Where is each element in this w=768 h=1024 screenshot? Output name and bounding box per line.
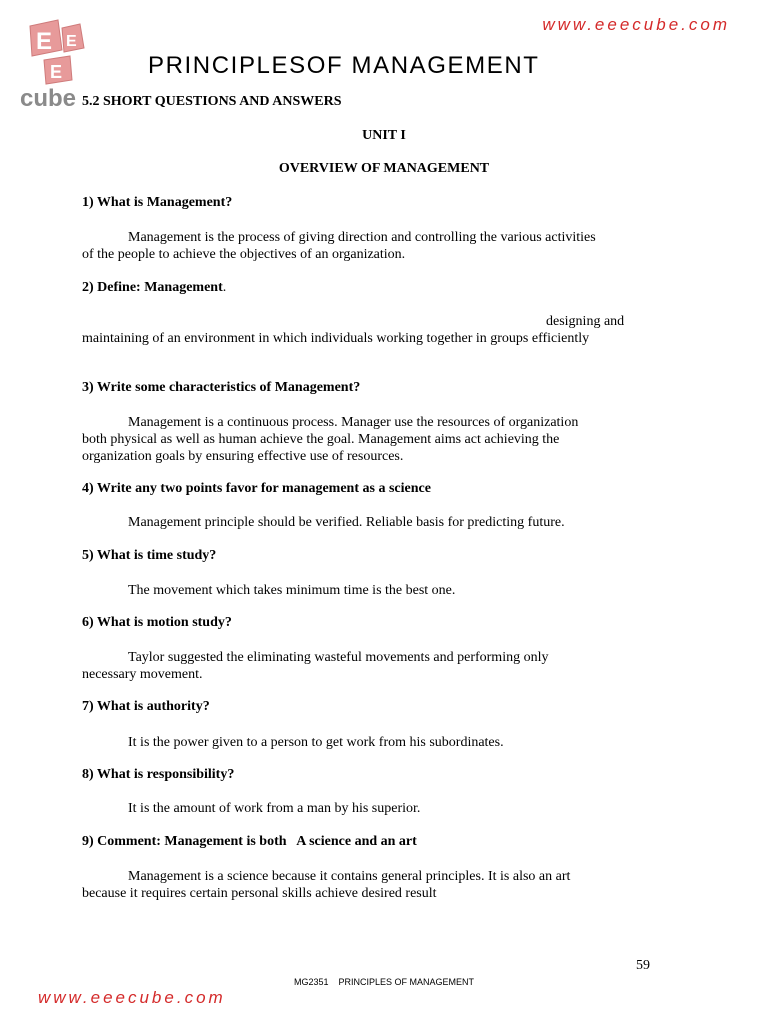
answer-6-line-2: necessary movement. — [82, 667, 203, 682]
answer-3-line-3: organization goals by ensuring effective use of resources. — [82, 449, 404, 464]
question-9: 9) Comment: Management is both A science and an art — [82, 834, 417, 849]
answer-3 — [82, 414, 652, 465]
question-2 — [82, 280, 226, 296]
question-4: 4) Write any two points favor for management as a science — [82, 481, 431, 496]
answer-6 — [82, 649, 652, 683]
svg-text:E: E — [66, 33, 77, 50]
answer-1 — [82, 229, 652, 263]
answer-9-line-2: because it requires certain personal skills achieve desired result — [82, 886, 437, 901]
footer-url[interactable]: www.eeecube.com — [38, 988, 226, 1007]
answer-1-line-1: Management is the process of giving direction and controlling the various activities — [128, 230, 596, 245]
answer-5 — [82, 582, 652, 599]
question-2-suffix: . — [222, 280, 227, 295]
answer-5-line-1: The movement which takes minimum time is the best one. — [128, 583, 456, 598]
answer-7 — [82, 734, 652, 751]
answer-2-line-2: maintaining of an environment in which individuals working together in groups efficiently — [82, 331, 590, 346]
header-url[interactable]: www.eeecube.com — [542, 15, 730, 34]
question-8: 8) What is responsibility? — [82, 767, 235, 782]
answer-4 — [82, 514, 652, 531]
answer-8 — [82, 800, 652, 817]
question-6: 6) What is motion study? — [82, 615, 232, 630]
answer-4-line-1: Management principle should be verified. Reliable basis for predicting future. — [128, 515, 565, 530]
question-3: 3) Write some characteristics of Management? — [82, 380, 361, 395]
answer-9-line-1: Management is a science because it contains general principles. It is also an art — [128, 869, 571, 884]
unit-heading: UNIT I — [362, 128, 406, 143]
svg-text:E: E — [50, 62, 63, 82]
document-title: PRINCIPLESOF MANAGEMENT — [148, 52, 540, 79]
svg-text:E: E — [36, 28, 53, 55]
footer-course: MG2351 PRINCIPLES OF MANAGEMENT — [293, 977, 475, 987]
answer-8-line-1: It is the amount of work from a man by his superior. — [128, 801, 421, 816]
question-7: 7) What is authority? — [82, 699, 210, 714]
topic-heading: OVERVIEW OF MANAGEMENT — [278, 161, 490, 176]
page-number: 59 — [636, 958, 650, 973]
answer-2 — [82, 313, 662, 347]
question-2-text: 2) Define: Management — [82, 280, 223, 295]
logo-text: cube — [20, 85, 77, 111]
question-5: 5) What is time study? — [82, 548, 217, 563]
answer-1-line-2: of the people to achieve the objectives of an organization. — [82, 247, 406, 262]
answer-3-line-2: both physical as well as human achieve the goal. Management aims act achieving the — [82, 432, 560, 447]
answer-3-line-1: Management is a continuous process. Manager use the resources of organization — [128, 415, 579, 430]
answer-6-line-1: Taylor suggested the eliminating wasteful movements and performing only — [128, 650, 549, 665]
section-heading: 5.2 SHORT QUESTIONS AND ANSWERS — [82, 94, 342, 109]
answer-9 — [82, 868, 652, 902]
answer-7-line-1: It is the power given to a person to get work from his subordinates. — [128, 735, 504, 750]
question-1: 1) What is Management? — [82, 195, 233, 210]
answer-2-line-1: designing and — [546, 314, 625, 329]
